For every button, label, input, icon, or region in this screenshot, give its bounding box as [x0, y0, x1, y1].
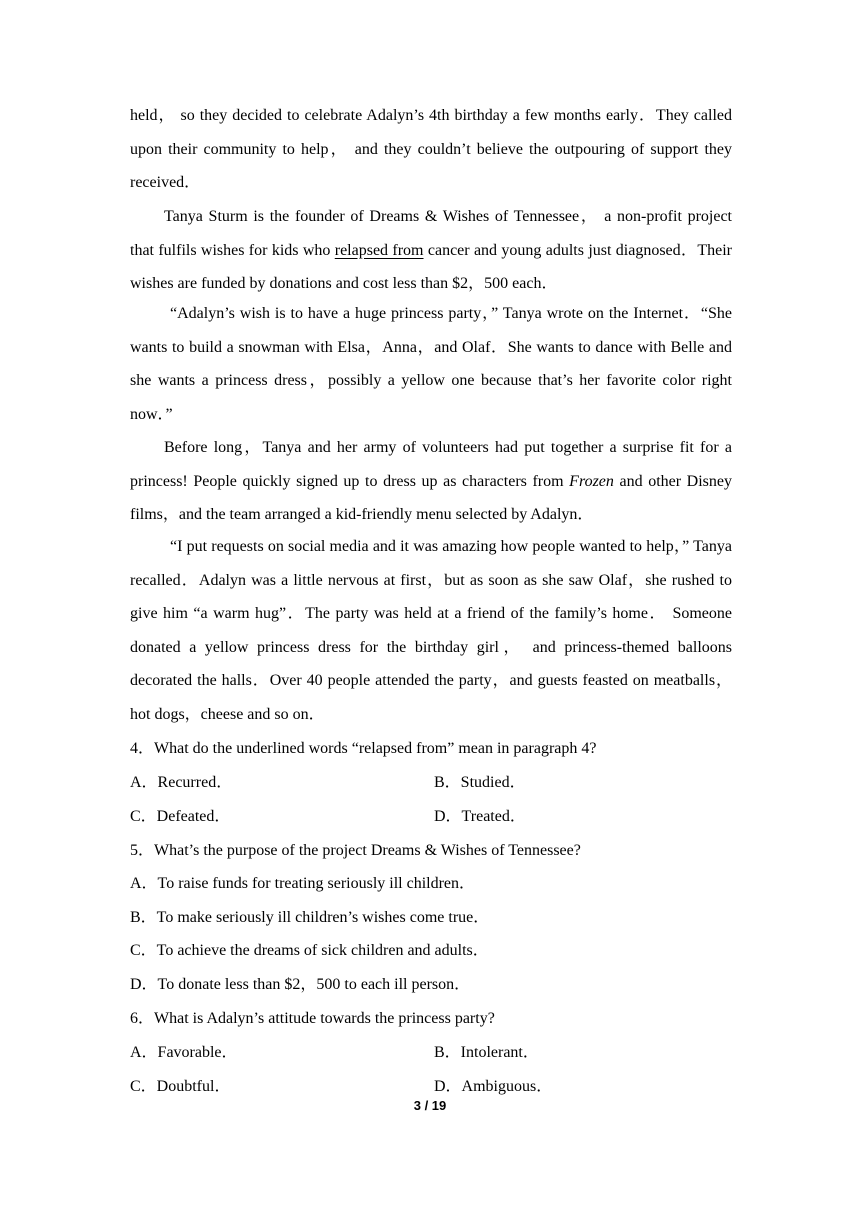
paragraph-4 [130, 431, 732, 532]
question-6-option-d: D．Ambiguous． [434, 1078, 553, 1095]
page-number: 3 / 19 [413, 1098, 447, 1113]
question-5-option-c: C．To achieve the dreams of sick children and adults． [130, 942, 489, 959]
paragraph-2-text-b: cancer and young adults just diagnosed．Their wishes are funded by donations and cost less than $2，500 each． [130, 241, 733, 293]
question-5-option-b: B．To make seriously ill children’s wishes come true． [130, 909, 490, 926]
underlined-words: relapsed from [334, 241, 424, 259]
paragraph-2-text-a: Tanya Sturm is the founder of Dreams & Wishes of Tennessee， a non-profit project that fulfils wishes for kids who [130, 208, 732, 259]
question-6-option-b: B．Intolerant． [434, 1044, 539, 1061]
question-6-option-c: C．Doubtful． [130, 1078, 231, 1095]
question-5-stem: 5．What’s the purpose of the project Dreams & Wishes of Tennessee? [130, 842, 581, 859]
paragraph-4-text-a: Before long，Tanya and her army of volunteers had put together a surprise fit for a princess! People quickly signed up to dress up as characters from [130, 439, 732, 490]
paragraph-2 [130, 200, 732, 301]
paragraph-5: “I put requests on social media and it was amazing how people wanted to help，” Tanya recalled．Adalyn was a little nervous at first，but as soon as she saw Olaf，she rushed to give him “a warm hug”．The party was held at a friend of the family’s home． Someone donated a yellow princess dress for the birthday girl， and princess-themed balloons decorated the halls．Over 40 people attended the party，and guests feasted on meatballs，hot dogs，cheese and so on． [130, 538, 732, 723]
question-5-option-d: D．To donate less than $2，500 to each ill person． [130, 976, 471, 993]
question-4-option-b: B．Studied． [434, 774, 526, 791]
paragraph-3: “Adalyn’s wish is to have a huge princess party，” Tanya wrote on the Internet．“She wants to build a snowman with Elsa，Anna，and Olaf．She wants to dance with Belle and she wants a princess dress，possibly a yellow one because that’s her favorite color right now．” [130, 305, 732, 423]
film-title: Frozen [569, 472, 614, 490]
question-4-option-c: C．Defeated． [130, 808, 231, 825]
question-5-option-a: A．To raise funds for treating seriously ill children． [130, 875, 476, 892]
paragraph-1: held， so they decided to celebrate Adalyn’s 4th birthday a few months early．They called upon their community to help， and they couldn’t believe the outpouring of support they received． [130, 107, 732, 192]
question-6-option-a: A．Favorable． [130, 1044, 238, 1061]
question-6-stem: 6．What is Adalyn’s attitude towards the princess party? [130, 1010, 495, 1027]
question-4-option-a: A．Recurred． [130, 774, 233, 791]
question-4-option-d: D．Treated． [434, 808, 526, 825]
question-4-stem: 4．What do the underlined words “relapsed from” mean in paragraph 4? [130, 740, 597, 757]
paragraph-4-text-b: and other Disney films，and the team arranged a kid-friendly menu selected by Adalyn． [130, 472, 732, 524]
